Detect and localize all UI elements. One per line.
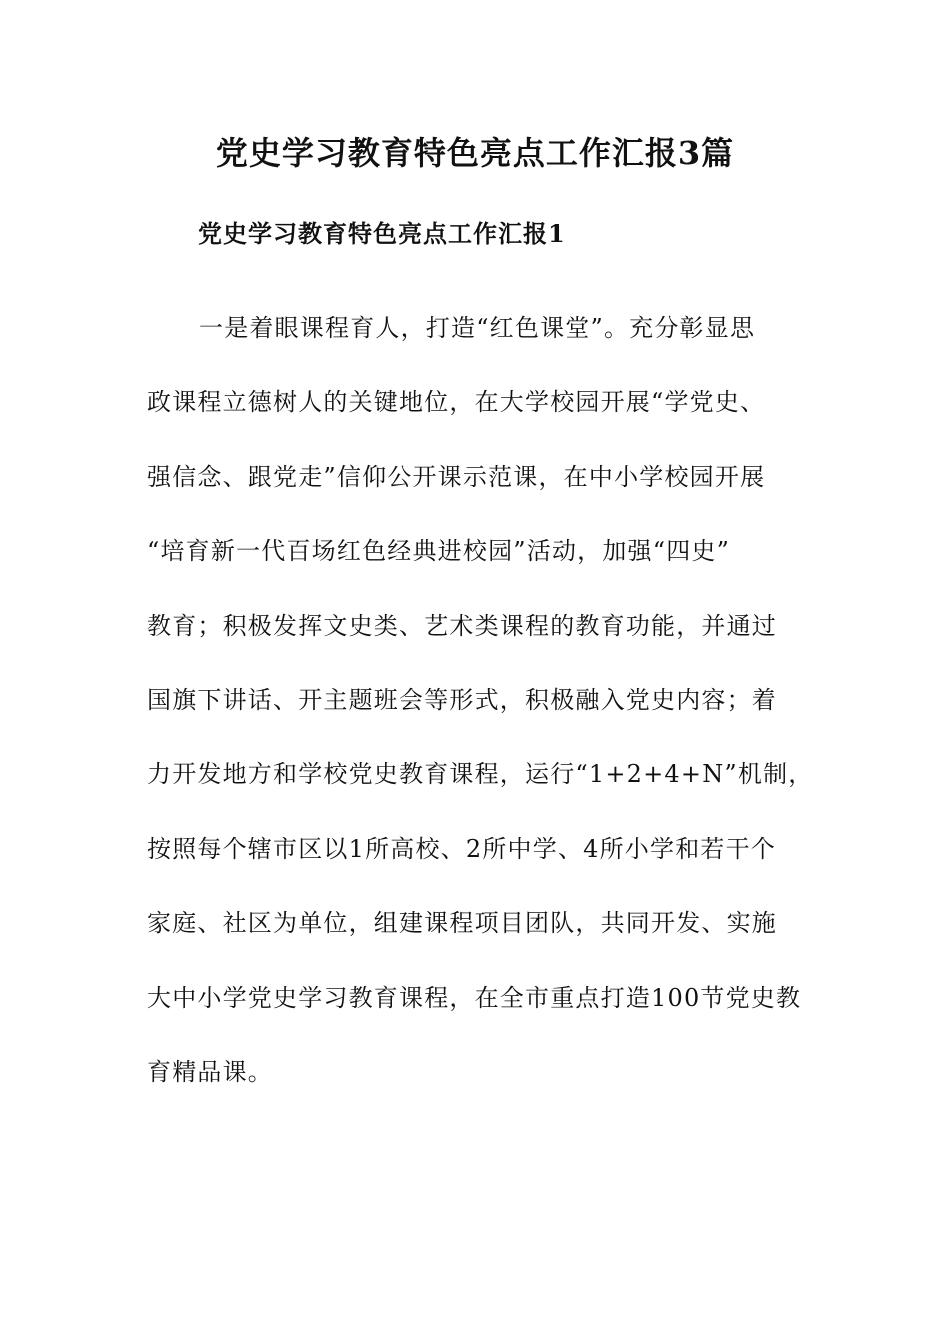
paragraph-line: 按照每个辖市区以1所高校、2所中学、4所小学和若干个 (147, 834, 777, 863)
paragraph-line: 强信念、跟党走”信仰公开课示范课，在中小学校园开展 (147, 462, 766, 491)
paragraph-line: 国旗下讲话、开主题班会等形式，积极融入党史内容；着 (147, 685, 777, 714)
document-title: 党史学习教育特色亮点工作汇报3篇 (215, 134, 735, 172)
paragraph-line: 力开发地方和学校党史教育课程，运行“1+2+4+N”机制， (147, 760, 814, 789)
paragraph-line: 教育；积极发挥文史类、艺术类课程的教育功能，并通过 (147, 611, 777, 640)
paragraph-line: 育精品课。 (147, 1057, 273, 1086)
paragraph-line: 政课程立德树人的关键地位，在大学校园开展“学党史、 (147, 388, 766, 417)
paragraph-line: 家庭、社区为单位，组建课程项目团队，共同开发、实施 (147, 909, 777, 938)
section-heading: 党史学习教育特色亮点工作汇报1 (198, 219, 566, 248)
paragraph-line: 大中小学党史学习教育课程，在全市重点打造100节党史教 (147, 983, 802, 1012)
body-paragraph (147, 306, 814, 1124)
paragraph-line: “培育新一代百场红色经典进校园”活动，加强“四史” (147, 537, 731, 566)
paragraph-line: 一是着眼课程育人，打造“红色课堂”。充分彰显思 (199, 314, 756, 342)
